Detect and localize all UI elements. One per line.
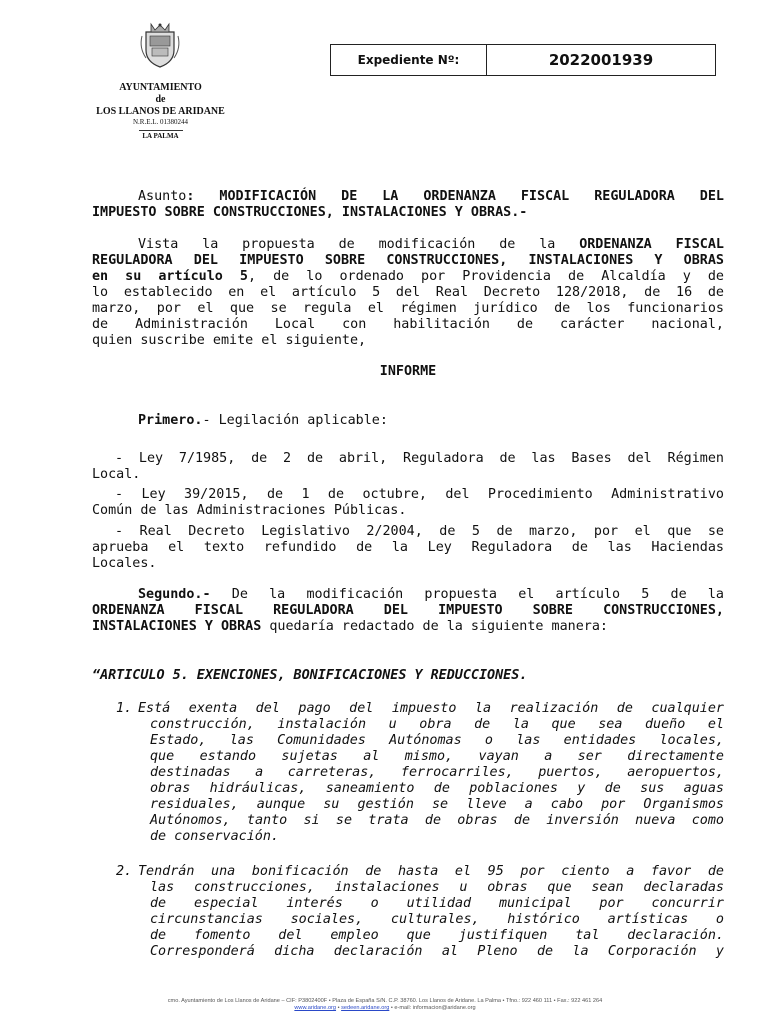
law-3-line-1: - Real Decreto Legislativo 2/2004, de 5 de marzo, por el que se <box>115 524 724 539</box>
list-item-2-number: 2. <box>116 864 133 879</box>
expediente-number: 2022001939 <box>548 51 654 69</box>
segundo-line-3 <box>92 619 724 635</box>
law-item-1 <box>92 451 724 483</box>
entity-line-2: de <box>155 94 166 105</box>
intro-line-2: REGULADORA DEL IMPUESTO SOBRE CONSTRUCCIONES, INSTALACIONES Y OBRAS <box>92 253 724 268</box>
entity-line-1: AYUNTAMIENTO <box>119 82 202 93</box>
footer-sede-link[interactable]: sedeen.aridane.org <box>341 1005 390 1011</box>
segundo-paragraph <box>92 587 724 635</box>
law-2-line-2: Común de las Administraciones Públicas. <box>92 503 407 518</box>
expediente-label: Expediente Nº: <box>331 45 487 75</box>
intro-line-7: quien suscribe emite el siguiente, <box>92 333 367 348</box>
segundo-line-2: ORDENANZA FISCAL REGULADORA DEL IMPUESTO SOBRE CONSTRUCCIONES, <box>92 603 724 618</box>
intro-line-6: de Administración Local con habilitación de carácter nacional, <box>92 317 724 332</box>
law-2-line-1: - Ley 39/2015, de 1 de octubre, del Procedimiento Administrativo <box>115 487 724 502</box>
law-3-line-2: aprueba el texto refundido de la Ley Reguladora de las Haciendas <box>92 540 724 555</box>
list-item-1-number: 1. <box>116 701 133 716</box>
law-3-line-3: Locales. <box>92 556 157 571</box>
asunto-label: Asunto <box>138 189 187 204</box>
entity-divider <box>139 130 183 131</box>
footer-email: • e-mail: informacion@aridane.org <box>389 1005 476 1011</box>
intro-line-5: marzo, por el que se regula el régimen jurídico de los funcionarios <box>92 301 724 316</box>
list-item-2 <box>116 864 724 960</box>
list-item-1-line-9: de conservación. <box>150 829 279 844</box>
list-item-1-line-8: Autónomos, tanto si se trata de obras de inversión nueva como <box>150 813 724 828</box>
entity-place: LA PALMA <box>142 132 179 140</box>
informe-heading: INFORME <box>379 364 437 379</box>
asunto-title-part-1: : MODIFICACIÓN DE LA ORDENANZA FISCAL REGULADORA DEL <box>186 189 724 204</box>
asunto-paragraph <box>92 189 724 221</box>
footer-separator: • <box>336 1005 342 1011</box>
entity-line-3: LOS LLANOS DE ARIDANE <box>96 106 225 117</box>
municipal-crest-logo <box>138 22 182 68</box>
primero-heading <box>92 413 724 429</box>
intro-line-1-text: Vista la propuesta de modificación de la <box>138 237 580 252</box>
expediente-box <box>330 44 716 76</box>
list-item-2-line-3: de especial interés o utilidad municipal por concurrir <box>150 896 724 911</box>
intro-line-4: lo establecido en el artículo 5 del Real Decreto 128/2018, de 16 de <box>92 285 724 300</box>
segundo-line-3-bold: INSTALACIONES Y OBRAS <box>92 619 262 634</box>
entity-header <box>88 82 233 141</box>
intro-line-1 <box>92 237 724 253</box>
footer-address: cmo. Ayuntamiento de Los Llanos de Aridane – CIF: P3802400F • Plaza de España S/N. C.P. 38760. Los Llanos de Aridane. La Palma • Tfno.: 922 460 111 • Fax.: 922 461 264 <box>167 998 603 1004</box>
law-1-line-1: - Ley 7/1985, de 2 de abril, Reguladora de las Bases del Régimen <box>115 451 724 466</box>
intro-line-3-bold: en su artículo 5 <box>92 269 248 284</box>
list-item-1-line-3: Estado, las Comunidades Autónomas o las entidades locales, <box>150 733 724 748</box>
list-item-1-line-6: obras hidráulicas, saneamiento de poblaciones y de sus aguas <box>150 781 724 796</box>
segundo-label: Segundo.- <box>138 587 211 602</box>
intro-line-3 <box>92 269 724 285</box>
entity-nrel: N.R.E.L. 01380244 <box>132 118 189 126</box>
segundo-line-3-text: quedaría redactado de la siguiente manera: <box>261 619 608 634</box>
articulo-title-text: ARTICULO 5. EXENCIONES, BONIFICACIONES Y REDUCCIONES. <box>100 668 528 683</box>
list-item-1-line-2: construcción, instalación u obra de la que sea dueño el <box>150 717 724 732</box>
law-1-line-2: Local. <box>92 467 141 482</box>
list-item-2-line-5: de fomento del empleo que justifiquen tal declaración. <box>150 928 724 943</box>
asunto-line-2: IMPUESTO SOBRE CONSTRUCCIONES, INSTALACIONES Y OBRAS.- <box>92 205 528 220</box>
segundo-line-1-text: De la modificación propuesta el artículo 5 de la <box>210 587 724 602</box>
asunto-line-1 <box>92 189 724 205</box>
list-item-2-line-6: Corresponderá dicha declaración al Pleno de la Corporación y <box>150 944 724 959</box>
list-item-1-line-4: que estando sujetas al mismo, vayan a ser directamente <box>150 749 724 764</box>
intro-paragraph <box>92 237 724 349</box>
articulo-title <box>92 668 724 684</box>
list-item-1-line-1: Está exenta del pago del impuesto la realización de cualquier <box>138 701 724 716</box>
list-item-2-line-4: circunstancias sociales, culturales, histórico artísticas o <box>150 912 724 927</box>
law-item-3 <box>92 524 724 572</box>
page-footer <box>0 998 770 1012</box>
list-item-2-line-2: las construcciones, instalaciones u obras que sean declaradas <box>150 880 724 895</box>
list-item-2-line-1: Tendrán una bonificación de hasta el 95 por ciento a favor de <box>138 864 724 879</box>
intro-line-3-text: , de lo ordenado por Providencia de Alcaldía y de <box>247 269 724 284</box>
law-item-2 <box>92 487 724 519</box>
footer-links <box>0 1005 770 1012</box>
list-item-1-line-7: residuales, aunque su gestión se lleve a cabo por Organismos <box>150 797 724 812</box>
list-item-1 <box>116 701 724 845</box>
primero-label: Primero. <box>138 413 203 428</box>
segundo-line-1 <box>92 587 724 603</box>
open-quote: “ <box>92 668 101 683</box>
footer-web-link[interactable]: www.aridane.org <box>294 1005 337 1011</box>
intro-line-1-bold: ORDENANZA FISCAL <box>579 237 724 252</box>
primero-text: - Legilación aplicable: <box>202 413 388 428</box>
list-item-1-line-5: destinadas a carreteras, ferrocarriles, puertos, aeropuertos, <box>150 765 724 780</box>
